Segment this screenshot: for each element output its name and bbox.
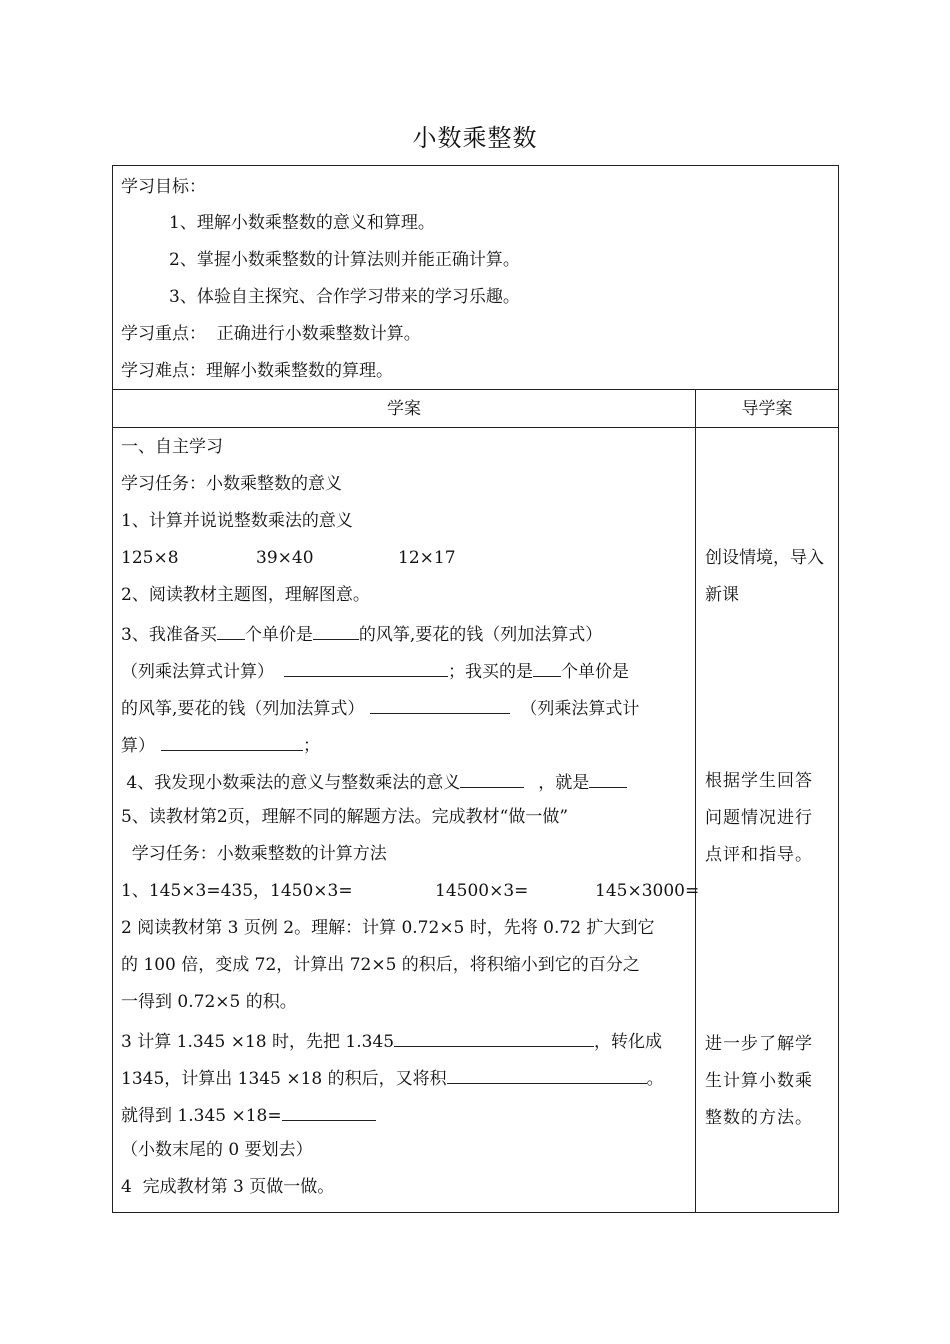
column-divider (695, 389, 696, 1212)
calc-3-line1 (121, 1028, 662, 1053)
calc-1: 1、145×3=435，1450×3= (121, 881, 353, 901)
answer-blank[interactable] (447, 1065, 647, 1084)
guide-note-line: 点评和指导。 (705, 845, 813, 865)
calc-3-line2 (121, 1065, 664, 1090)
c3-text: 3 计算 1.345 ×18 时，先把 1.345 (121, 1032, 395, 1052)
objective-item: 2、掌握小数乘整数的计算法则并能正确计算。 (169, 250, 520, 270)
question-3-line1 (121, 621, 602, 646)
guide-note (705, 540, 835, 614)
answer-blank[interactable] (313, 621, 359, 640)
q4-text: ，就是 (538, 773, 590, 793)
answer-blank[interactable] (533, 658, 561, 677)
guide-note-line: 创设情境，导入 (705, 548, 824, 568)
q3-text: 3、我准备买 (121, 625, 217, 645)
q3-text: 个单价是 (561, 662, 629, 682)
guide-note-line: 进一步了解学 (705, 1034, 813, 1054)
answer-blank[interactable] (589, 769, 627, 788)
q3-text: （列乘法算式计算） (121, 662, 274, 682)
answer-blank[interactable] (460, 769, 524, 788)
section-heading: 一、自主学习 (121, 437, 223, 457)
guide-note-line: 根据学生回答 (705, 771, 813, 791)
guide-note-line: 新课 (705, 585, 739, 605)
q3-text: ；我买的是 (448, 662, 533, 682)
focus-text: 学习重点： 正确进行小数乘整数计算。 (121, 324, 421, 344)
task-heading: 学习任务：小数乘整数的计算方法 (121, 844, 387, 864)
objective-item: 1、理解小数乘整数的意义和算理。 (169, 213, 435, 233)
q3-text: ； (303, 736, 320, 756)
objective-item: 3、体验自主探究、合作学习带来的学习乐趣。 (169, 287, 520, 307)
answer-blank[interactable] (394, 1028, 594, 1047)
question-2: 2、阅读教材主题图，理解图意。 (121, 585, 370, 605)
task-heading: 学习任务：小数乘整数的意义 (121, 474, 342, 494)
question-1: 1、计算并说说整数乘法的意义 (121, 511, 353, 531)
difficulty-text: 学习难点：理解小数乘整数的算理。 (121, 361, 393, 381)
question-4 (121, 769, 627, 794)
divider (113, 389, 838, 390)
expression: 125×8 (121, 548, 179, 568)
expression: 39×40 (256, 548, 314, 568)
q3-text: 算） (121, 736, 155, 756)
answer-blank[interactable] (284, 658, 448, 677)
question-5: 5、读教材第2页，理解不同的解题方法。完成教材“做一做” (121, 807, 569, 827)
guide-note (705, 763, 835, 874)
guide-note (705, 1026, 835, 1137)
question-3-line4 (121, 732, 320, 757)
c3-text: 1345，计算出 1345 ×18 的积后，又将积 (121, 1069, 447, 1089)
calc-1: 145×3000= (595, 881, 700, 901)
answer-blank[interactable] (282, 1102, 376, 1121)
lesson-table (112, 165, 839, 1213)
q3-text: 的风筝,要花的钱（列加法算式） (358, 625, 603, 645)
guide-note-line: 生计算小数乘 (705, 1071, 813, 1091)
guide-note-line: 整数的方法。 (705, 1108, 813, 1128)
calc-3-line3 (121, 1102, 376, 1127)
guide-column-header: 导学案 (741, 399, 793, 419)
c3-text: 。 (646, 1069, 664, 1089)
calc-3-note: （小数末尾的 0 要划去） (121, 1140, 313, 1160)
calc-2: 2 阅读教材第 3 页例 2。理解：计算 0.72×5 时，先将 0.72 扩大到它 (121, 918, 655, 938)
answer-blank[interactable] (370, 695, 510, 714)
calc-2: 的 100 倍，变成 72，计算出 72×5 的积后，将积缩小到它的百分之 (121, 955, 640, 975)
calc-2: 一得到 0.72×5 的积。 (121, 992, 297, 1012)
c3-text: 就得到 1.345 ×18= (121, 1106, 282, 1126)
q3-text: 个单价是 (244, 625, 313, 645)
objectives-heading: 学习目标： (121, 177, 206, 197)
question-3-line3 (121, 695, 639, 720)
q3-text: 的风筝,要花的钱（列加法算式） (121, 699, 365, 719)
calc-1: 14500×3= (435, 881, 529, 901)
page-title: 小数乘整数 (412, 124, 538, 152)
q4-text: 4、我发现小数乘法的意义与整数乘法的意义 (121, 773, 461, 793)
guide-note-line: 问题情况进行 (705, 808, 813, 828)
question-3-line2 (121, 658, 629, 683)
answer-blank[interactable] (217, 621, 245, 640)
answer-blank[interactable] (161, 732, 303, 751)
calc-4: 4 完成教材第 3 页做一做。 (121, 1177, 335, 1197)
expression: 12×17 (398, 548, 456, 568)
q3-text: （列乘法算式计 (520, 699, 640, 719)
c3-text: ，转化成 (594, 1032, 663, 1052)
divider (113, 427, 838, 428)
study-column-header: 学案 (387, 399, 421, 419)
